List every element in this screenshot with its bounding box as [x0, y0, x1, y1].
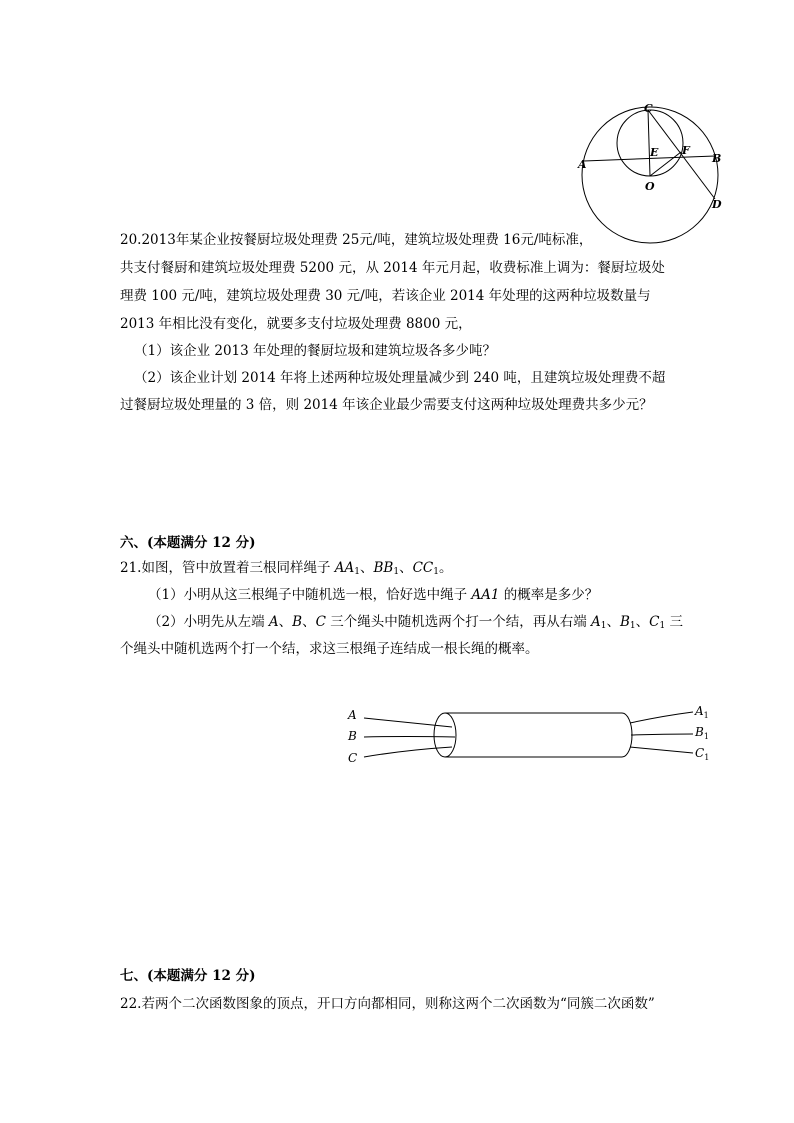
end-b1-sub: 1 — [629, 621, 636, 631]
q20-part2b: 过餐厨垃圾处理量的 3 倍，则 2014 年该企业最少需要支付这两种垃圾处理费共多少元？ — [120, 397, 653, 413]
rope-c-right — [630, 747, 693, 753]
rope-bb1: BB — [373, 560, 394, 576]
label-f: F — [682, 144, 690, 157]
segment-co — [648, 110, 650, 176]
tube-body — [445, 713, 632, 757]
end-c1-sub: 1 — [659, 621, 666, 631]
end-b: B — [292, 614, 303, 630]
q20-line4: 2013 年相比没有变化，就要多支付垃圾处理费 8800 元， — [120, 316, 472, 332]
rope-a-right — [630, 712, 693, 723]
label-b: B — [712, 152, 722, 165]
q21-part1-prefix: （1）小明从这三根绳子中随机选一根，恰好选中绳子 — [148, 587, 472, 603]
rope-cc1-sub: 1 — [433, 567, 439, 577]
q21-part1 — [148, 589, 598, 603]
q21-intro — [120, 562, 452, 577]
label-c: C — [644, 102, 653, 115]
tube-label-a1: $A_1$ — [695, 704, 709, 720]
q22-line1: 22.若两个二次函数图象的顶点，开口方向都相同，则称这两个二次函数为“同簇二次函数” — [120, 996, 655, 1012]
rope-bb1-sub: 1 — [393, 567, 400, 577]
rope-aa1: AA — [334, 560, 355, 576]
circle-figure — [570, 96, 730, 246]
tube-left-end — [434, 713, 456, 757]
tube-label-c: C — [348, 751, 358, 765]
q21-part1-suffix: 的概率是多少？ — [499, 587, 599, 603]
q21-part1-var: AA1 — [471, 587, 500, 603]
q21-part2-mid: 三个绳头中随机选两个打一个结，再从右端 — [325, 614, 591, 630]
tube-label-b1: $B_1$ — [695, 725, 709, 741]
q20-line2: 共支付餐厨和建筑垃圾处理费 5200 元，从 2014 年元月起，收费标准上调为：餐厨垃圾处 — [120, 260, 665, 276]
q20-part2a: （2）该企业计划 2014 年将上述两种垃圾处理量减少到 240 吨，且建筑垃圾处理费不超 — [134, 370, 666, 386]
end-b1: B — [619, 614, 630, 630]
rope-aa1-sub: 1 — [354, 567, 360, 577]
label-o: O — [645, 180, 655, 193]
comma1: 、 — [278, 614, 293, 630]
tube-label-a: A — [348, 708, 357, 722]
label-e: E — [650, 146, 659, 159]
sep1: 、 — [360, 560, 374, 576]
q21-intro-prefix: 21.如图，管中放置着三根同样绳子 — [120, 560, 335, 576]
tube-figure — [340, 700, 720, 775]
q21-part2-end: 三 — [665, 614, 684, 630]
comma4: 、 — [635, 614, 650, 630]
q21-intro-end: 。 — [438, 560, 453, 576]
section6-heading: 六、(本题满分 12 分) — [120, 535, 256, 551]
end-a: A — [268, 614, 279, 630]
rope-b-right — [631, 734, 693, 735]
q21-part2 — [148, 616, 683, 631]
q21-part2-line2: 个绳头中随机选两个打一个结，求这三根绳子连结成一根长绳的概率。 — [120, 641, 539, 657]
end-a1: A — [591, 614, 601, 630]
tube-label-c1: $C_1$ — [695, 746, 710, 762]
end-c: C — [315, 614, 326, 630]
section7-heading: 七、(本题满分 12 分) — [120, 968, 256, 984]
comma2: 、 — [302, 614, 316, 630]
end-a1-sub: 1 — [600, 621, 607, 631]
sep2: 、 — [399, 560, 413, 576]
q20-line3: 理费 100 元/吨，建筑垃圾处理费 30 元/吨，若该企业 2014 年处理的这两种垃圾数量与 — [120, 288, 651, 304]
q20-part1: （1）该企业 2013 年处理的餐厨垃圾和建筑垃圾各多少吨？ — [134, 343, 497, 359]
label-d: D — [712, 198, 722, 211]
rope-cc1: CC — [412, 560, 434, 576]
q21-part2-prefix: （2）小明先从左端 — [148, 614, 269, 630]
tube-label-b: B — [348, 729, 357, 743]
comma3: 、 — [606, 614, 620, 630]
q20-line1: 20.2013年某企业按餐厨垃圾处理费 25元/吨，建筑垃圾处理费 16元/吨标准， — [120, 232, 593, 248]
end-c1: C — [649, 614, 660, 630]
label-a: A — [578, 158, 587, 171]
rope-b-left — [364, 737, 455, 738]
